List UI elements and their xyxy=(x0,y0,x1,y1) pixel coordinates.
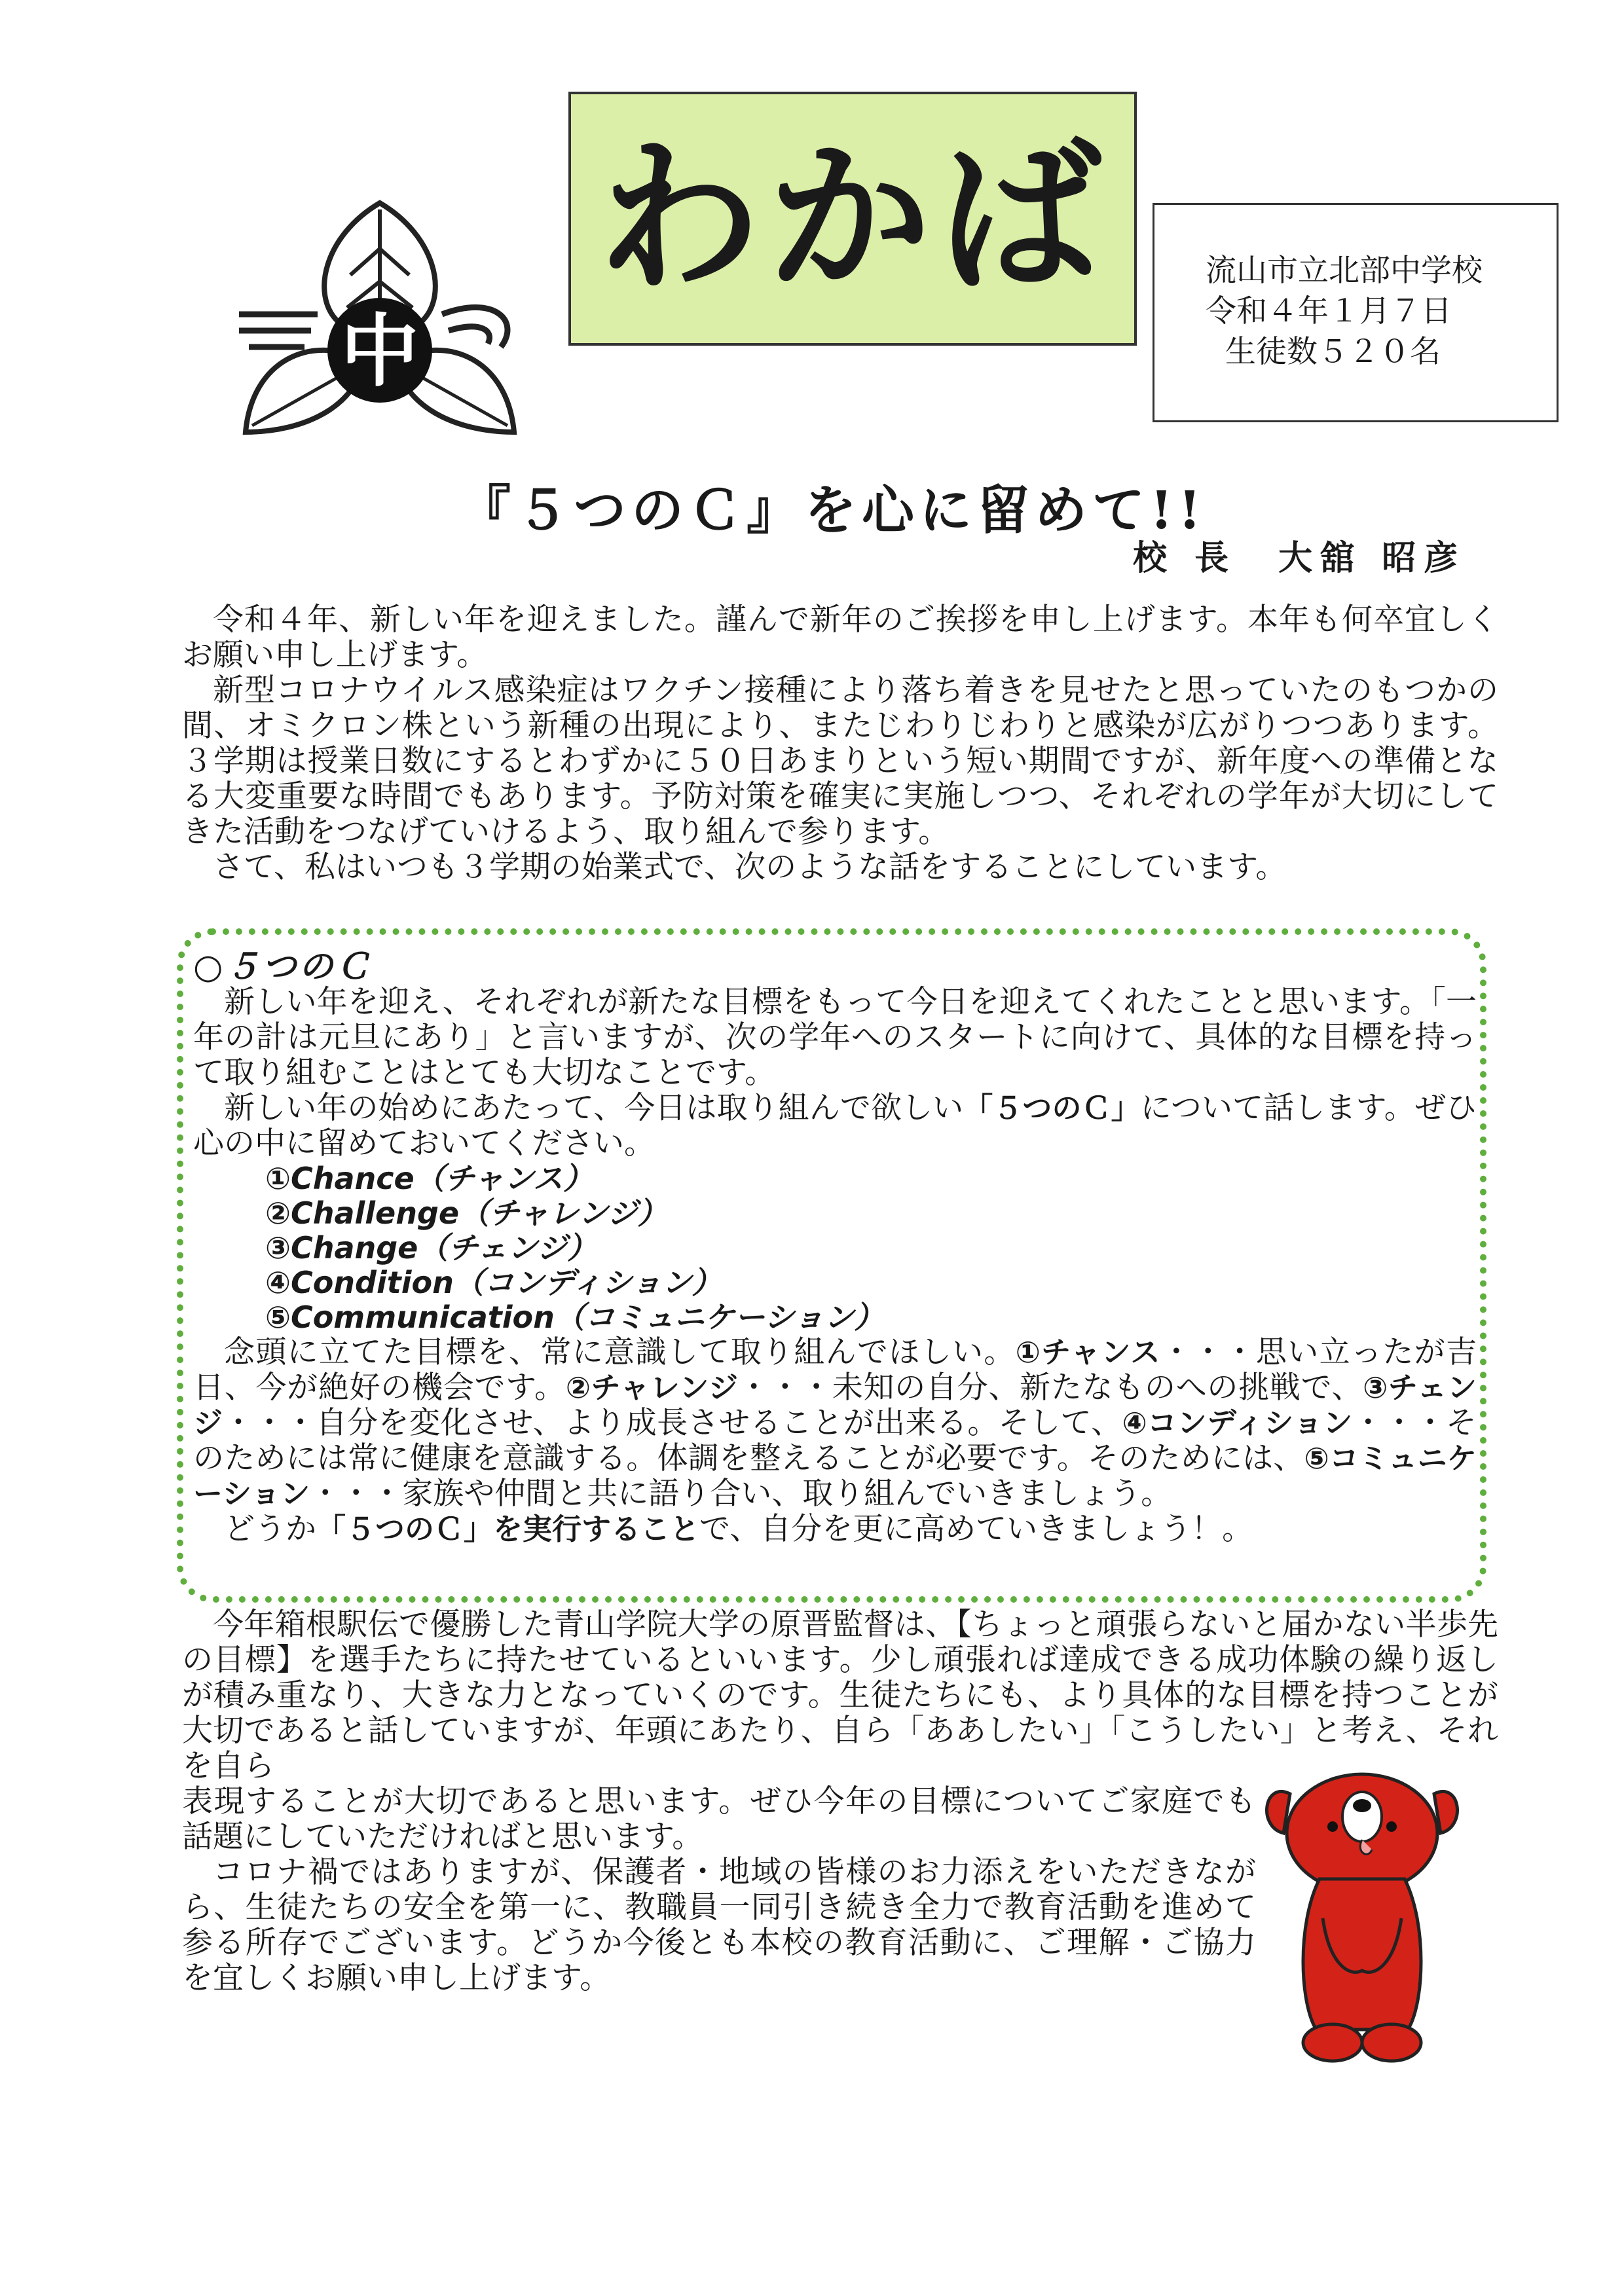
bold-run: ②チャレンジ xyxy=(565,1370,739,1405)
five-c-list xyxy=(193,1161,1477,1335)
bold-run: ①チャンス xyxy=(1015,1335,1161,1370)
five-c-paragraph: 新しい年を迎え、それぞれが新たな目標をもって今日を迎えてくれたことと思います。「一年の計は元旦にあり」と言いますが、次の学年へのスタートに向けて、具体的な目標を持って取り組むことはとても大切なことです。 xyxy=(193,984,1477,1091)
school-info-box xyxy=(1153,203,1559,422)
bold-run: ③チェンジ xyxy=(193,1370,1477,1440)
bold-run: 「５つのＣ」を実行すること xyxy=(316,1512,700,1546)
school-emblem-logo xyxy=(232,196,527,439)
intro-paragraph: 新型コロナウイルス感染症はワクチン接種により落ち着きを見せたと思っていたのもつかの間、オミクロン株という新種の出現により、またじわりじわりと感染が広がりつつあります。３学期は授業日数にするとわずかに５０日あまりという短い期間ですが、新年度への準備となる大変重要な時間でもあります。予防対策を確実に実施しつつ、それぞれの学年が大切にしてきた活動をつなげていけるよう、取り組んで参ります。 xyxy=(182,672,1498,850)
intro-paragraph: 令和４年、新しい年を迎えました。謹んで新年のご挨拶を申し上げます。本年も何卒宜しくお願い申し上げます。 xyxy=(182,602,1498,673)
text-run: 念頭に立てた目標を、常に意識して取り組んでほしい。 xyxy=(224,1334,1016,1370)
intro-section xyxy=(182,602,1498,885)
bold-run: 「５つのＣ」 xyxy=(963,1091,1141,1125)
five-c-paragraph xyxy=(193,1512,1477,1547)
closing-paragraph: コロナ禍ではありますが、保護者・地域の皆様のお力添えをいただきながら、生徒たちの安全を第一に、教職員一同引き続き全力で教育活動を進めて参る所存でございます。どうか今後とも本校の教育活動に、ご理解・ご協力を宜しくお願い申し上げます。 xyxy=(182,1854,1256,1996)
five-c-title: ○５つのＣ xyxy=(193,947,373,987)
text-run: について話します。ぜひ心の中に留めておいてください。 xyxy=(193,1090,1477,1161)
mascot-dog-illustration xyxy=(1264,1755,1460,2082)
text-run: で、自分を更に高めていきましょう！。 xyxy=(699,1511,1253,1547)
text-run: ・・・自分を変化させ、より成長させることが出来る。そして、 xyxy=(223,1405,1122,1441)
list-item: ②Challenge（チャレンジ） xyxy=(265,1195,668,1231)
bold-run: ④コンディション xyxy=(1122,1406,1353,1440)
list-item: ①Chance（チャンス） xyxy=(265,1161,593,1196)
five-c-paragraph xyxy=(193,1335,1477,1512)
newsletter-title-box xyxy=(568,92,1137,346)
closing-paragraph: 今年箱根駅伝で優勝した青山学院大学の原晋監督は、【ちょっと頑張らないと届かない半歩先の目標】を選手たちに持たせているといいます。少し頑張れば達成できる成功体験の繰り返しが積み重なり、大きな力となっていくのです。生徒たちにも、より具体的な目標を持つことが大切であると話していますが、年頭にあたり、自ら「ああしたい」「こうしたい」と考え、それを自ら xyxy=(182,1607,1498,1784)
text-run: ・・・そのためには常に健康を意識する。体調を整えることが必要です。そのためには、 xyxy=(193,1405,1477,1476)
closing-section-narrow xyxy=(182,1784,1256,1996)
list-item: ⑤Communication（コミュニケーション） xyxy=(265,1300,885,1335)
intro-paragraph: さて、私はいつも３学期の始業式で、次のような話をすることにしています。 xyxy=(213,849,1287,885)
bold-run: ⑤コミュニケーション xyxy=(193,1441,1477,1511)
five-c-paragraph xyxy=(193,1091,1477,1161)
student-count: 生徒数５２０名 xyxy=(1225,334,1441,370)
emblem-character: 中 xyxy=(341,306,419,397)
issue-date: 令和４年１月７日 xyxy=(1206,293,1452,329)
newsletter-title: わかば xyxy=(597,123,1108,314)
text-run: ・・・未知の自分、新たなものへの挑戦で、 xyxy=(738,1370,1363,1406)
text-run: ・・・思い立ったが吉日、今が絶好の機会です。 xyxy=(193,1334,1477,1406)
closing-paragraph: 表現することが大切であると思います。ぜひ今年の目標についてご家庭でも話題にしていただければと思います。 xyxy=(182,1783,1256,1855)
five-c-section xyxy=(193,949,1477,1547)
text-run: 新しい年の始めにあたって、今日は取り組んで欲しい xyxy=(224,1090,964,1126)
text-run: どうか xyxy=(224,1511,316,1547)
list-item: ④Condition（コンディション） xyxy=(265,1265,722,1300)
article-headline: 『５つのＣ』を心に留めて!! xyxy=(458,479,1207,541)
school-name: 流山市立北部中学校 xyxy=(1206,253,1483,289)
article-author: 校 長 大舘 昭彦 xyxy=(1133,538,1466,578)
list-item: ③Change（チェンジ） xyxy=(265,1230,597,1266)
text-run: ・・・家族や仲間と共に語り合い、取り組んでいきましょう。 xyxy=(310,1476,1172,1512)
